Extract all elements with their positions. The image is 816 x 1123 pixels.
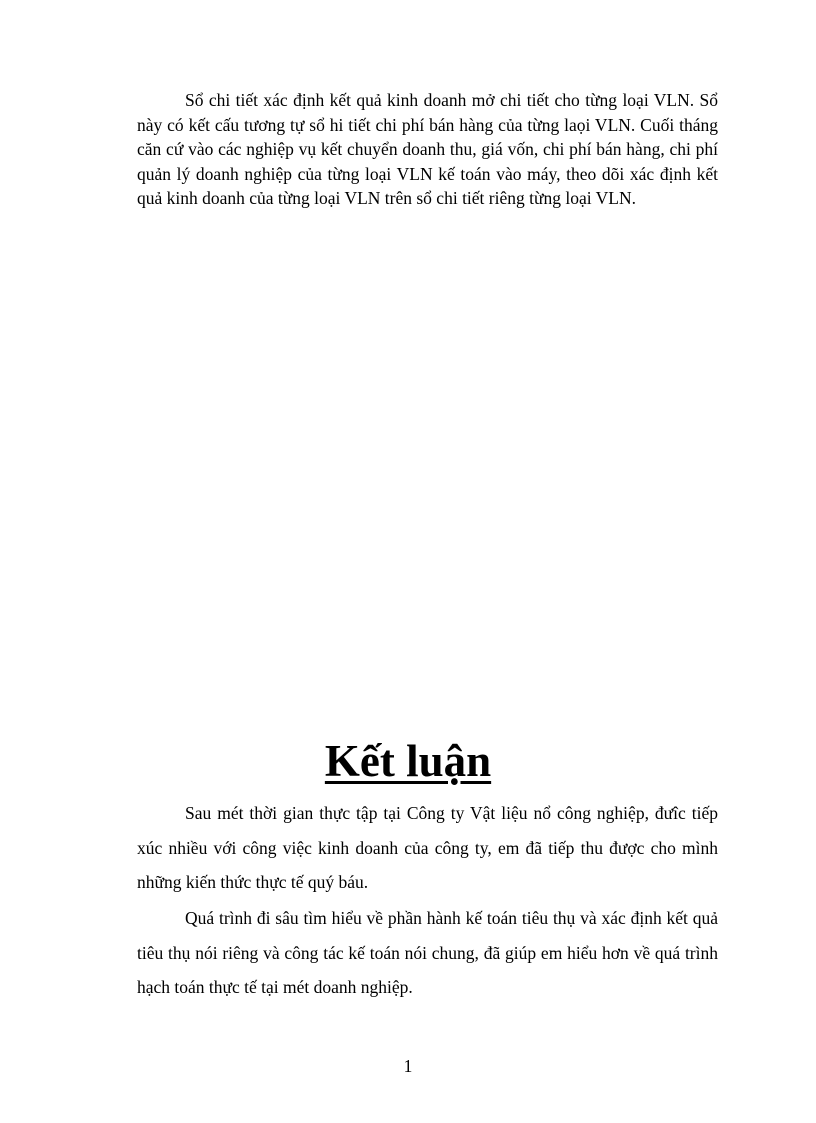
page-number: 1 <box>403 1056 413 1076</box>
paragraph-text: Sổ chi tiết xác định kết quả kinh doanh mở chi tiết cho từng loại VLN. Sổ này có kết cấu tương tự sổ hi tiết chi phí bán hàng của từng laọi VLN. Cuối tháng căn cứ vào các nghiệp vụ kết chuyển doanh thu, giá vốn, chi phí bán hàng, chi phí quản lý doanh nghiệp của từng loại VLN kế toán vào máy, theo dõi xác định kết quả kinh doanh của từng loại VLN trên sổ chi tiết riêng từng loại VLN. <box>137 90 718 208</box>
paragraph-text: Sau mét thời gian thực tập tại Công ty Vật liệu nổ công nghiệp, đưîc tiếp xúc nhiều với công việc kinh doanh của công ty, em đã tiếp thu được cho mình những kiến thức thực tế quý báu. <box>137 803 718 892</box>
paragraph-detail-ledger <box>137 88 718 211</box>
paragraph-accounting-process <box>137 901 718 1005</box>
paragraph-internship <box>137 796 718 900</box>
paragraph-text: Quá trình đi sâu tìm hiểu về phần hành kế toán tiêu thụ và xác định kết quả tiêu thụ nói riêng và công tác kế toán nói chung, đã giúp em hiểu hơn về quá trình hạch toán thực tế tại mét doanh nghiệp. <box>137 908 718 997</box>
section-heading <box>0 733 816 789</box>
heading-text: Kết luận <box>324 736 492 786</box>
